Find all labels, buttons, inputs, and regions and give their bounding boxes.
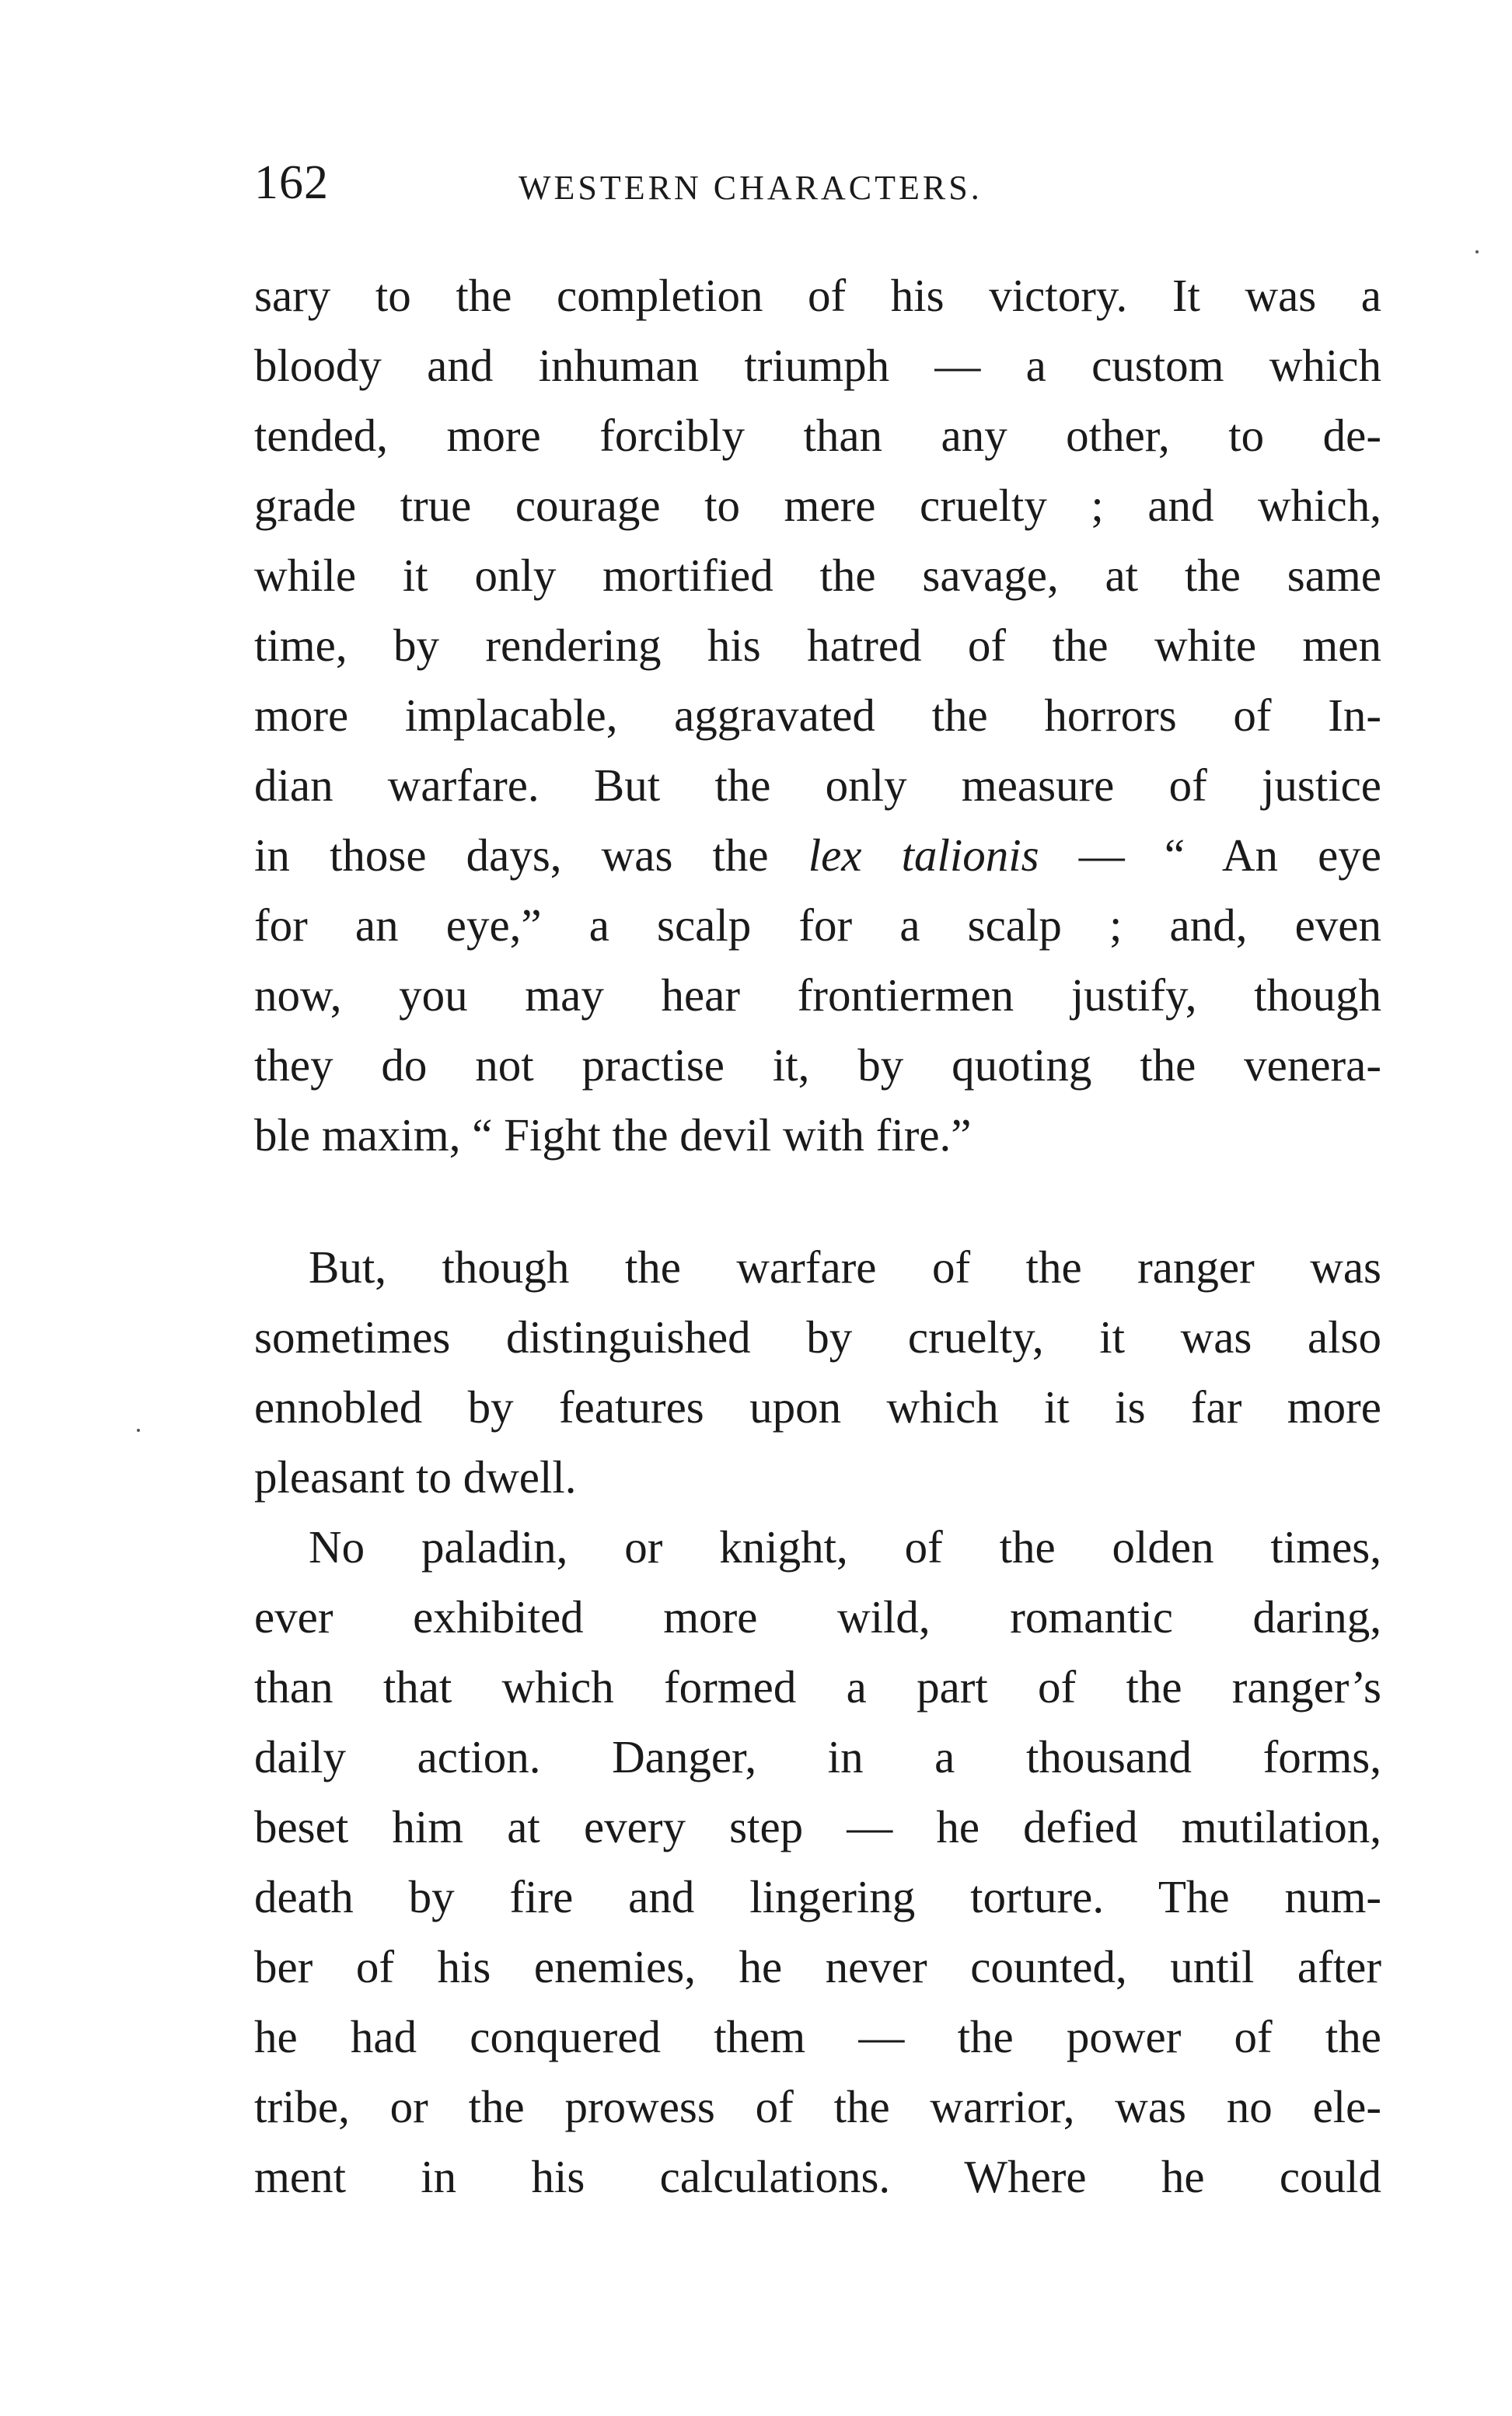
running-title: WESTERN CHARACTERS.	[519, 169, 983, 207]
text-line: But, though the warfare of the ranger was	[309, 1241, 1381, 1293]
text-line: time, by rendering his hatred of the white men	[254, 620, 1381, 671]
text-line: ennobled by features upon which it is far more	[254, 1381, 1381, 1433]
paragraph	[254, 1512, 1381, 2212]
text-line: beset him at every step — he defied mutilation,	[254, 1801, 1381, 1852]
text-line: than that which formed a part of the ranger’s	[254, 1661, 1381, 1712]
paragraph	[254, 1232, 1381, 1512]
text-line: death by fire and lingering torture. The num-	[254, 1871, 1381, 1922]
text-line: ble maxim, “ Fight the devil with fire.”	[254, 1109, 972, 1161]
text-line: pleasant to dwell.	[254, 1451, 577, 1503]
text-line: now, you may hear frontiermen justify, though	[254, 969, 1381, 1021]
margin-speck	[1475, 250, 1479, 253]
italic-phrase: lex talionis	[808, 829, 1039, 881]
page-number: 162	[254, 156, 329, 209]
text-line: tribe, or the prowess of the warrior, was no ele-	[254, 2081, 1381, 2132]
text-line: they do not practise it, by quoting the venera-	[254, 1039, 1381, 1091]
text-line: No paladin, or knight, of the olden times,	[309, 1521, 1381, 1573]
text-line: sometimes distinguished by cruelty, it was also	[254, 1311, 1381, 1363]
text-line: dian warfare. But the only measure of justice	[254, 759, 1381, 811]
margin-speck	[137, 1429, 140, 1432]
text-line: more implacable, aggravated the horrors of In-	[254, 690, 1381, 741]
text-line: while it only mortified the savage, at the same	[254, 550, 1381, 601]
text-line: ber of his enemies, he never counted, until after	[254, 1941, 1381, 1992]
text-line: in those days, was the lex talionis — “ An eye	[254, 829, 1381, 881]
text-line: ever exhibited more wild, romantic daring,	[254, 1591, 1381, 1643]
paragraph-gap	[254, 1170, 1381, 1232]
text-line: he had conquered them — the power of the	[254, 2011, 1381, 2062]
paragraph	[254, 260, 1381, 1170]
text-line: sary to the completion of his victory. It was a	[254, 270, 1381, 321]
text-line: tended, more forcibly than any other, to de-	[254, 410, 1381, 461]
text-line: ment in his calculations. Where he could	[254, 2151, 1381, 2202]
page-header	[254, 155, 1381, 225]
text-line: for an eye,” a scalp for a scalp ; and, even	[254, 899, 1381, 951]
body-text	[254, 260, 1381, 2212]
text-line: grade true courage to mere cruelty ; and which,	[254, 480, 1381, 531]
text-line: bloody and inhuman triumph — a custom which	[254, 340, 1381, 391]
text-line: daily action. Danger, in a thousand forms,	[254, 1731, 1381, 1782]
